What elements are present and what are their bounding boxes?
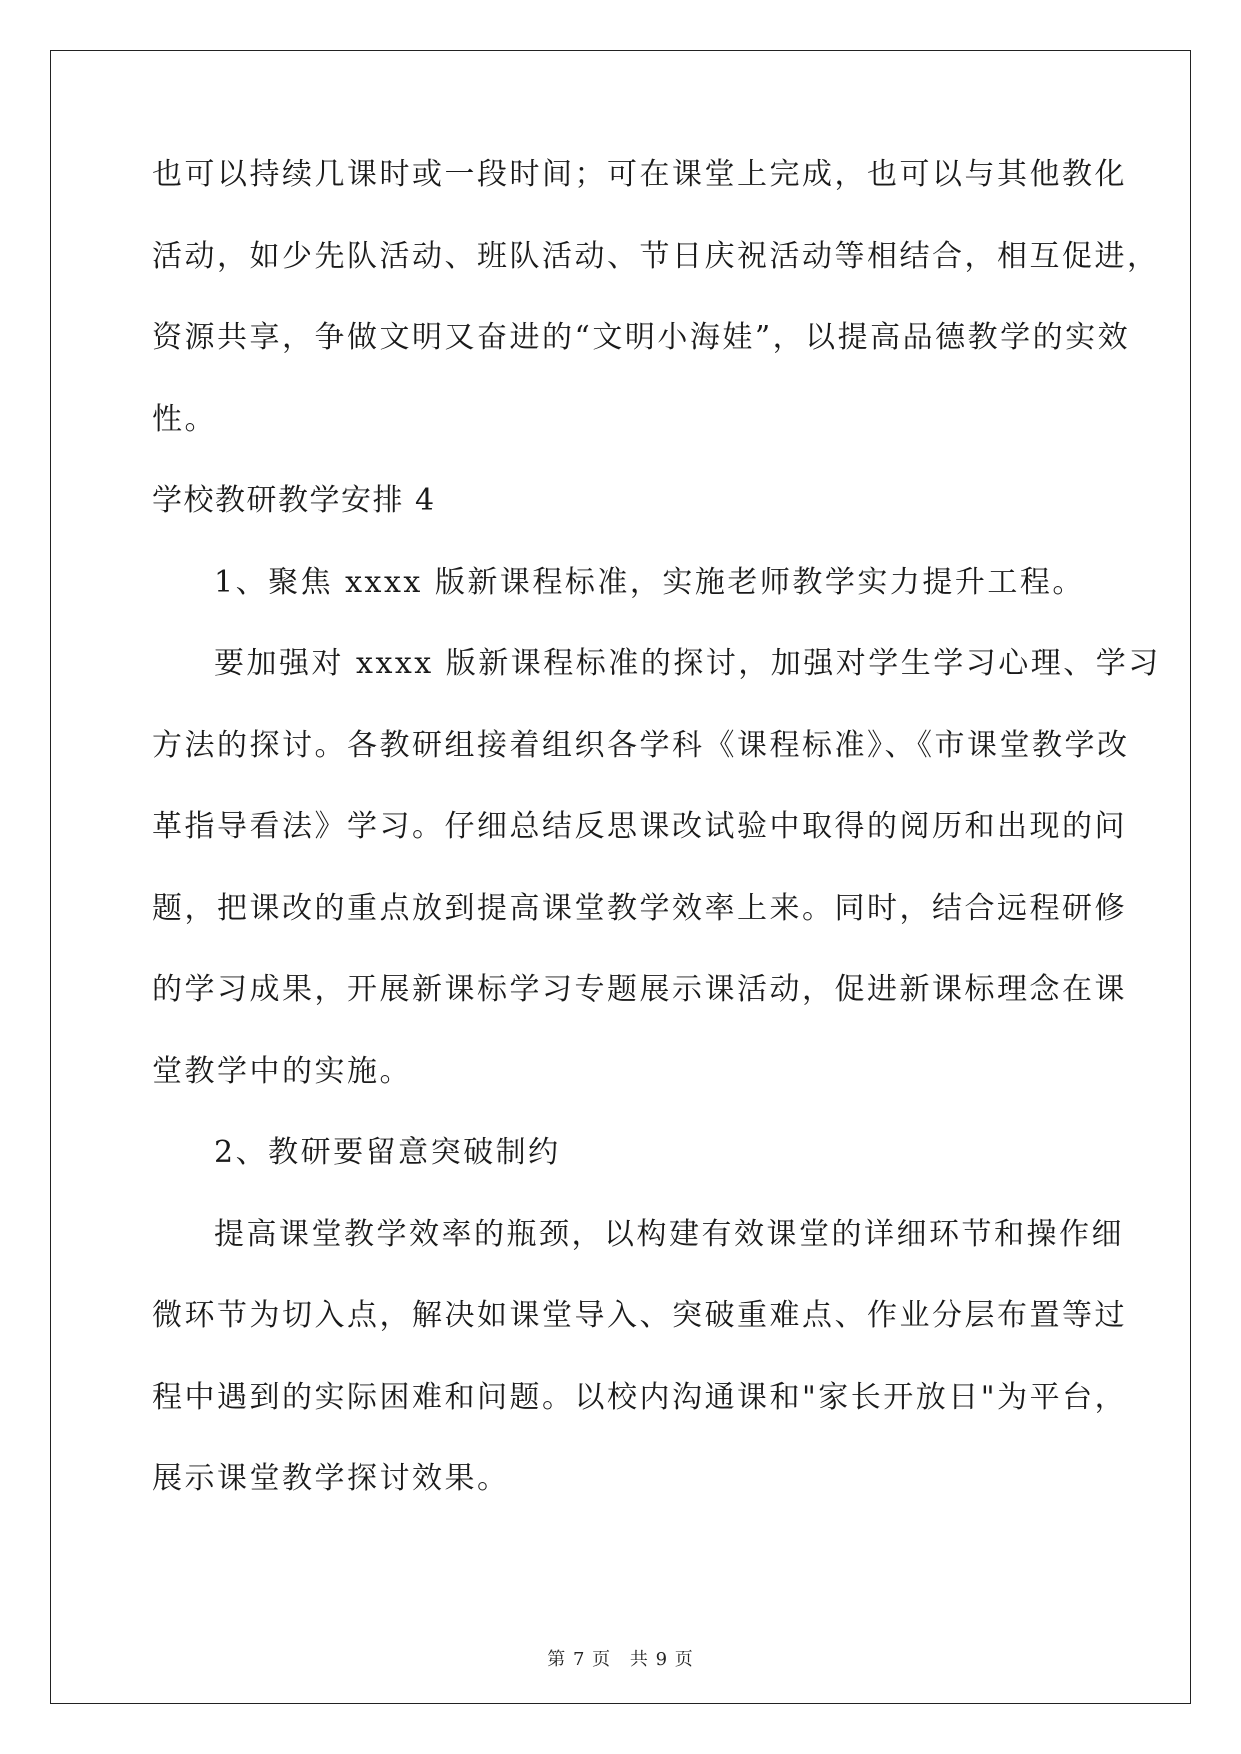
text-line: 性。 [152, 401, 217, 437]
text-line: 方法的探讨。各教研组接着组织各学科《课程标准》、《市课堂教学改 [152, 727, 1130, 763]
page-number: 第 7 页 [547, 1649, 612, 1670]
text-line: 程中遇到的实际困难和问题。以校内沟通课和"家长开放日"为平台， [152, 1379, 1128, 1415]
page-total: 共 9 页 [629, 1649, 694, 1670]
page-footer [0, 1645, 1241, 1671]
text-line: 革指导看法》学习。仔细总结反思课改试验中取得的阅历和出现的问 [152, 809, 1127, 844]
numbered-item-1: 1、聚焦 xxxx 版新课程标准，实施老师教学实力提升工程。 [214, 564, 1085, 600]
text-line: 堂教学中的实施。 [152, 1053, 412, 1089]
paragraph-start: 提高课堂教学效率的瓶颈，以构建有效课堂的详细环节和操作细 [214, 1216, 1124, 1252]
text-line: 微环节为切入点，解决如课堂导入、突破重难点、作业分层布置等过 [152, 1298, 1127, 1333]
text-line: 活动，如少先队活动、班队活动、节日庆祝活动等相结合，相互促进， [152, 238, 1160, 274]
section-heading: 学校教研教学安排 4 [152, 483, 436, 518]
text-line: 展示课堂教学探讨效果。 [152, 1461, 510, 1496]
document-body [152, 155, 1161, 1541]
text-line: 题，把课改的重点放到提高课堂教学效率上来。同时，结合远程研修 [152, 890, 1127, 926]
numbered-item-2: 2、教研要留意突破制约 [214, 1135, 561, 1170]
text-line: 的学习成果，开展新课标学习专题展示课活动，促进新课标理念在课 [152, 972, 1127, 1007]
text-line: 资源共享，争做文明又奋进的“文明小海娃”，以提高品德教学的实效 [152, 320, 1131, 355]
text-line: 也可以持续几课时或一段时间；可在课堂上完成，也可以与其他教化 [152, 157, 1127, 192]
paragraph-start: 要加强对 xxxx 版新课程标准的探讨，加强对学生学习心理、学习 [214, 646, 1161, 681]
